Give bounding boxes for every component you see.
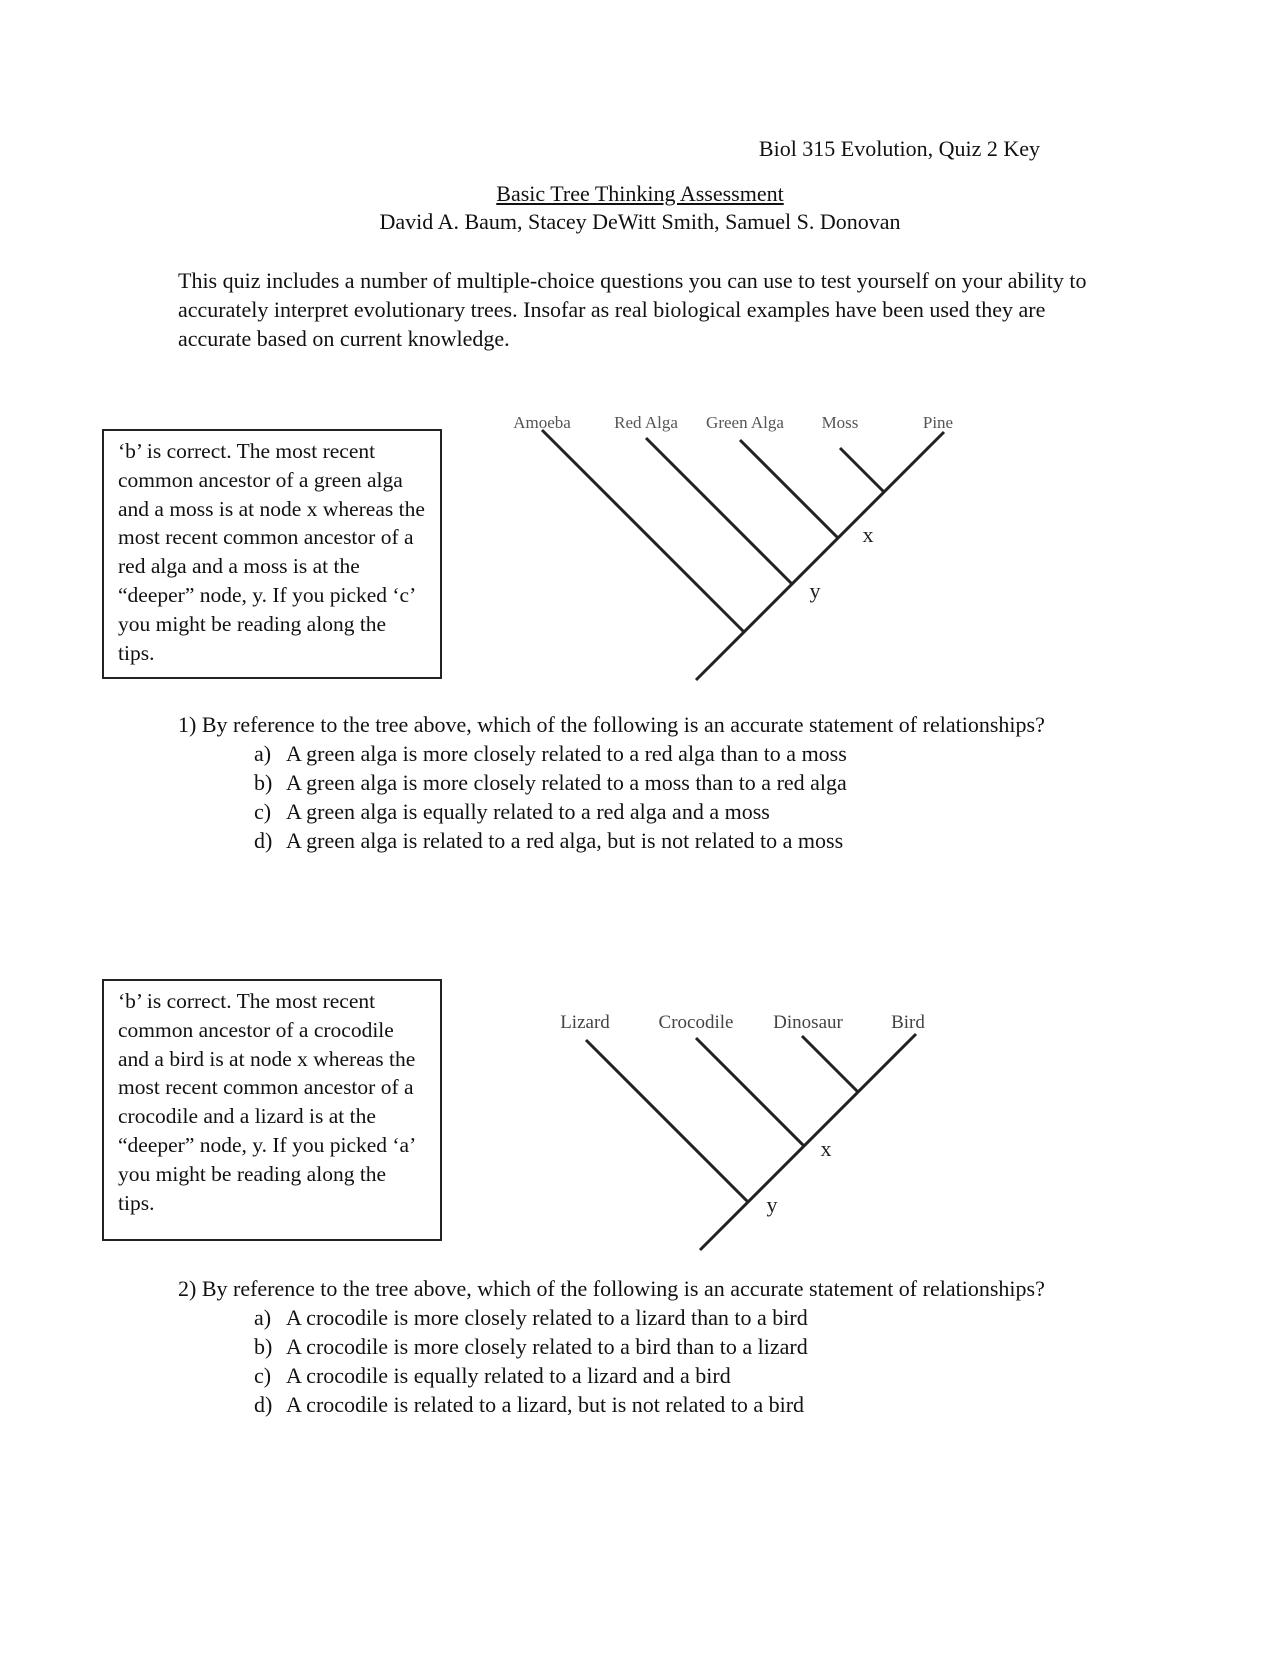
option-d[interactable]: d) A crocodile is related to a lizard, but is not related to a bird xyxy=(254,1392,805,1417)
question-2 xyxy=(178,1274,1098,1419)
option-d[interactable]: d) A green alga is related to a red alga, but is not related to a moss xyxy=(254,828,844,853)
question-1-options xyxy=(178,739,1098,855)
phylogenetic-tree-1 xyxy=(500,408,980,690)
tree2-root-line xyxy=(700,1034,916,1250)
option-c[interactable]: c) A green alga is equally related to a red alga and a moss xyxy=(254,799,770,824)
intro-paragraph: This quiz includes a number of multiple-choice questions you can use to test yourself on your ability to accurately interpret evolutionary trees. Insofar as real biological examples have been used they are accurate based on current knowledge. xyxy=(178,268,1087,351)
tree1-branch-amoeba xyxy=(542,430,744,632)
node-label-x: x xyxy=(862,522,874,547)
tree2-branch-dinosaur xyxy=(802,1036,858,1092)
taxon-label: Crocodile xyxy=(658,1012,734,1033)
option-a[interactable]: a) A green alga is more closely related to a red alga than to a moss xyxy=(254,741,847,766)
node-label-y: y xyxy=(766,1192,778,1217)
option-b[interactable]: b) A green alga is more closely related to a moss than to a red alga xyxy=(254,770,847,795)
taxon-label: Green Alga xyxy=(706,413,784,432)
node-label-y: y xyxy=(809,578,821,603)
tree1-branch-red-alga xyxy=(646,438,792,584)
question-1-prompt: 1) By reference to the tree above, which of the following is an accurate statement of relationships? xyxy=(178,712,1045,737)
tree2-branch-crocodile xyxy=(696,1038,804,1146)
taxon-label: Bird xyxy=(891,1012,925,1033)
tree1-branch-moss xyxy=(840,448,884,492)
question-1 xyxy=(178,710,1098,855)
node-label-x: x xyxy=(820,1136,832,1161)
option-c[interactable]: c) A crocodile is equally related to a lizard and a bird xyxy=(254,1363,731,1388)
taxon-label: Moss xyxy=(821,413,859,432)
tree1-root-line xyxy=(696,432,944,680)
taxon-label: Red Alga xyxy=(614,413,678,432)
title-block xyxy=(0,180,1280,236)
authors: David A. Baum, Stacey DeWitt Smith, Samuel S. Donovan xyxy=(379,209,901,234)
phylogenetic-tree-2 xyxy=(540,1006,960,1256)
question-2-prompt: 2) By reference to the tree above, which of the following is an accurate statement of relationships? xyxy=(178,1276,1045,1301)
option-a[interactable]: a) A crocodile is more closely related to a lizard than to a bird xyxy=(254,1305,808,1330)
answer-box-1: ‘b’ is correct. The most recent common ancestor of a green alga and a moss is at node x whereas the most recent common ancestor of a red alga and a moss is at the “deeper” node, y. If you picked ‘c’ you might be reading along the tips. xyxy=(102,429,442,679)
taxon-label: Dinosaur xyxy=(773,1012,843,1033)
course-header: Biol 315 Evolution, Quiz 2 Key xyxy=(758,136,1040,161)
tree1-branch-green-alga xyxy=(740,440,838,538)
taxon-label: Amoeba xyxy=(513,413,571,432)
question-2-options xyxy=(178,1303,1098,1419)
taxon-label: Pine xyxy=(922,413,954,432)
answer-box-2: ‘b’ is correct. The most recent common ancestor of a crocodile and a bird is at node x whereas the most recent common ancestor of a crocodile and a lizard is at the “deeper” node, y. If you picked ‘a’ you might be reading along the tips. xyxy=(102,979,442,1241)
taxon-label: Lizard xyxy=(560,1012,610,1033)
option-b[interactable]: b) A crocodile is more closely related to a bird than to a lizard xyxy=(254,1334,808,1359)
assessment-title: Basic Tree Thinking Assessment xyxy=(496,181,784,206)
